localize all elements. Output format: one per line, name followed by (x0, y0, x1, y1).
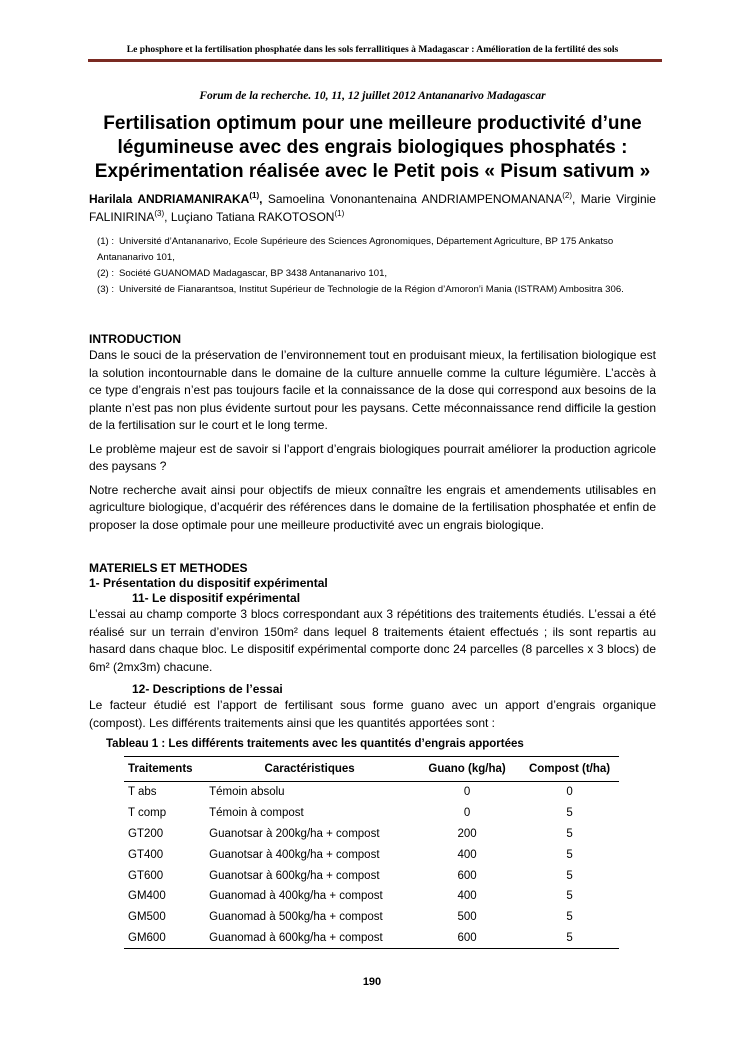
table-cell: GT200 (128, 827, 164, 840)
table-cell: GT400 (128, 848, 164, 861)
introduction-paragraph-3: Notre recherche avait ainsi pour objectifs de mieux connaître les engrais et amendements utilisables en agriculture biologique, d’acquérir des références dans le domaine de la fertilisation phosphatée et enfin de proposer la dose optimale pour une meilleure productivité avec un engrais biologique. (89, 482, 656, 532)
table-cell: GT600 (128, 869, 164, 882)
methods-subheading-12: 12- Descriptions de l’essai (132, 682, 283, 696)
methods-paragraph-2: Le facteur étudié est l’apport de fertilisant sous forme guano avec un apport d’engrais organique (compost). Les différents traitements ainsi que les quantités apportées sont : (89, 698, 656, 730)
affiliation-list (97, 234, 657, 298)
table-cell: 5 (566, 827, 573, 840)
author-name: Marie Virginie FALINIRINA (89, 192, 656, 224)
table-row (124, 886, 619, 907)
table-row (124, 782, 619, 803)
paper-title (70, 112, 675, 184)
author-separator: , (259, 192, 268, 206)
affiliation-number: (3) : (97, 284, 115, 295)
table-cell: 500 (457, 911, 477, 924)
table-cell: 5 (566, 869, 573, 882)
table-cell: Guanomad à 600kg/ha + compost (205, 928, 414, 949)
table-cell: 5 (566, 848, 573, 861)
table-cell: Guanomad à 500kg/ha + compost (209, 911, 383, 924)
table-cell: 600 (414, 928, 520, 949)
author-affil-mark: (2) (562, 191, 572, 200)
affiliation-text: Université d’Antananarivo, Ecole Supérieure des Sciences Agronomiques, Département Agriculture, BP 175 Ankatso (119, 236, 614, 247)
table-header-cell: Guano (kg/ha) (414, 757, 520, 782)
introduction-section (89, 332, 656, 534)
affiliation-text: Université de Fianarantsoa, Institut Supérieur de Technologie de la Région d’Amoron’i Mania (ISTRAM) Ambositra 306. (119, 284, 624, 295)
table-header-cell: Traitements (124, 757, 205, 782)
author-separator: , (164, 210, 171, 224)
table-row (124, 824, 619, 845)
table-row (124, 844, 619, 865)
table-row (124, 907, 619, 928)
page-number: 190 (362, 976, 382, 988)
methods-paragraph-1: L’essai au champ comporte 3 blocs correspondant aux 3 répétitions des traitements étudiés. L’essai a été réalisé sur un terrain d’environ 150m² dans lequel 8 traitements étaient effectués ; ils sont repartis au hasard dans chaque bloc. Le dispositif expérimental comporte donc 24 parcelles (8 parcelles x 3 blocs) de 6m² (2mx3m) chacune. (89, 607, 656, 674)
table-cell: GM400 (128, 890, 166, 903)
author-affil-mark: (3) (154, 209, 165, 218)
affiliation-item (97, 282, 657, 298)
table-cell: Témoin à compost (209, 807, 304, 820)
title-line-2: légumineuse avec des engrais biologiques phosphatés : (117, 137, 628, 158)
table-cell: 0 (566, 786, 573, 799)
forum-line: Forum de la recherche. 10, 11, 12 juillet 2012 Antananarivo Madagascar (199, 90, 546, 102)
table-cell: 400 (457, 848, 477, 861)
introduction-paragraph-2: Le problème majeur est de savoir si l’apport d’engrais biologiques pourrait améliorer la production agricole des paysans ? (89, 441, 656, 473)
table-cell: GM500 (128, 911, 166, 924)
author-list (89, 190, 656, 226)
methods-section (89, 561, 656, 732)
table-cell: Témoin absolu (209, 786, 285, 799)
table-cell: 0 (463, 807, 471, 820)
table-header-cell: Compost (t/ha) (520, 757, 619, 782)
table-cell: 5 (566, 807, 573, 820)
table-cell: GM600 (124, 928, 205, 949)
table-row (124, 803, 619, 824)
title-line-3: Expérimentation réalisée avec le Petit pois « Pisum sativum » (94, 161, 651, 182)
introduction-paragraph-1: Dans le souci de la préservation de l’environnement tout en produisant mieux, la fertilisation biologique est la solution incontournable dans le domaine de la culture annuelle comme la culture légumière. L’accès à ce type d’engrais n’est pas toujours facile et la connaissance de la dose qui correspond aux besoins de la plante n’est pas non plus évidente surtout pour les paysans. Cette méconnaissance rend difficile la gestion de la fertilisation sur le court et le long terme. (89, 348, 656, 432)
affiliation-item (97, 234, 657, 250)
table-cell: 0 (463, 786, 471, 799)
table-cell: 5 (566, 911, 573, 924)
methods-heading: MATERIELS ET METHODES (89, 561, 248, 575)
author-name: Luçiano Tatiana RAKOTOSON (170, 210, 335, 224)
affiliation-text: Société GUANOMAD Madagascar, BP 3438 Antananarivo 101, (119, 268, 388, 279)
treatments-table (124, 756, 619, 949)
table-cell: Guanotsar à 600kg/ha + compost (209, 869, 380, 882)
table-cell: 200 (457, 827, 477, 840)
table-cell: 5 (520, 928, 619, 949)
table-cell: T abs (128, 786, 157, 799)
affiliation-continuation: Antananarivo 101, (97, 252, 175, 263)
table-cell: 600 (457, 869, 477, 882)
author-name: Harilala ANDRIAMANIRAKA (89, 192, 250, 206)
table-row (124, 928, 619, 949)
title-line-1: Fertilisation optimum pour une meilleure productivité d’une (103, 113, 642, 134)
methods-subheading-11: 11- Le dispositif expérimental (132, 591, 301, 605)
author-name: Samoelina Vononantenaina ANDRIAMPENOMANANA (267, 192, 563, 206)
table-cell: 5 (566, 890, 573, 903)
table-cell: Guanotsar à 400kg/ha + compost (209, 848, 380, 861)
author-affil-mark: (1) (334, 209, 345, 218)
table-cell: Guanotsar à 200kg/ha + compost (209, 827, 380, 840)
introduction-heading: INTRODUCTION (89, 332, 181, 346)
table-header-row (124, 757, 619, 782)
table-cell: Guanomad à 400kg/ha + compost (209, 890, 383, 903)
table-cell: 400 (457, 890, 477, 903)
affiliation-item (97, 266, 657, 282)
affiliation-number: (1) : (97, 236, 115, 247)
author-affil-mark: (1) (249, 191, 260, 200)
running-header: Le phosphore et la fertilisation phosphatée dans les sols ferrallitiques à Madagascar : Amélioration de la fertilité des sols (126, 44, 619, 55)
table-cell: T comp (128, 807, 167, 820)
table-header-cell: Caractéristiques (205, 757, 414, 782)
methods-subheading-1: 1- Présentation du dispositif expérimental (89, 576, 328, 590)
table-row (124, 865, 619, 886)
table-caption: Tableau 1 : Les différents traitements avec les quantités d’engrais apportées (106, 738, 524, 750)
header-rule (88, 59, 662, 62)
author-separator: , (571, 192, 581, 206)
affiliation-number: (2) : (97, 268, 115, 279)
